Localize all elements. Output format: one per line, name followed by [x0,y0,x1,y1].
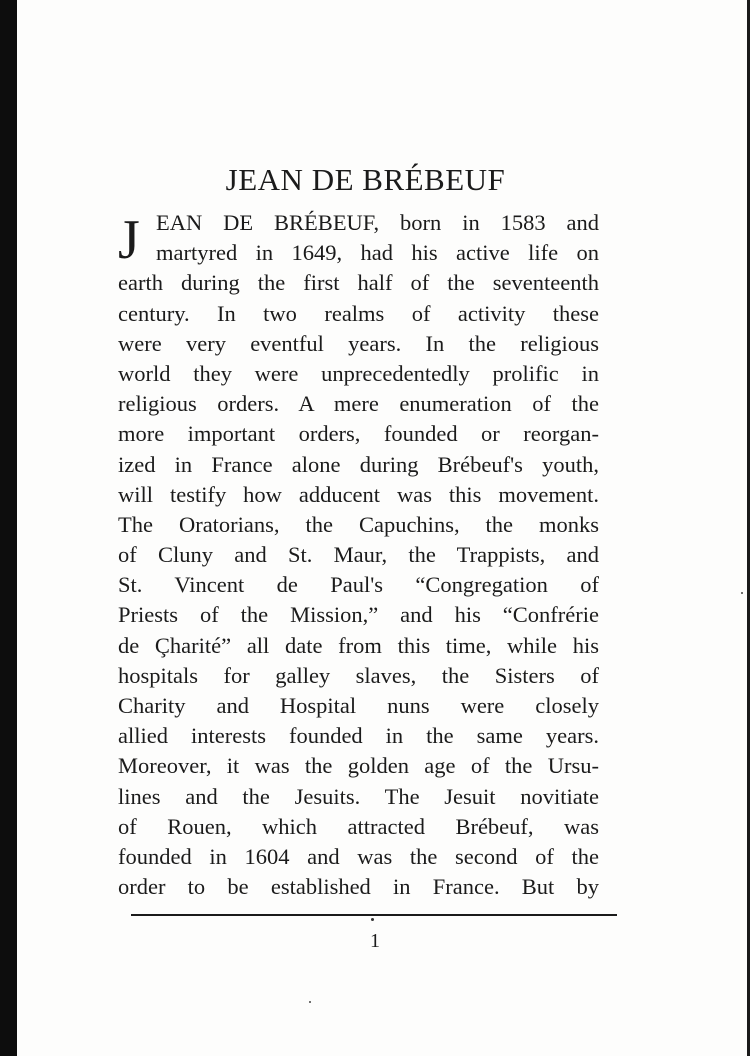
text-line: EAN DE BRÉBEUF, born in 1583 and [156,210,599,235]
text-line: of Cluny and St. Maur, the Trappists, and [118,542,599,568]
text-line: earth during the first half of the seventeenth [118,270,599,296]
text-line: allied interests founded in the same years. [118,723,599,749]
text-line: Charity and Hospital nuns were closely [118,693,599,718]
body-text [118,208,599,902]
page-number: 1 [370,930,380,952]
text-line: more important orders, founded or reorgan- [118,421,599,447]
scan-speck [309,1001,311,1003]
text-line: will testify how adducent was this movement. [118,481,599,507]
rule-ornament [371,918,374,921]
text-line: de Çharité” all date from this time, while his [118,632,599,658]
text-line: St. Vincent de Paul's “Congregation of [118,572,599,598]
text-line: century. In two realms of activity these [118,300,599,326]
text-line: The Oratorians, the Capuchins, the monks [118,511,599,537]
drop-cap: J [118,209,140,271]
text-line: hospitals for galley slaves, the Sisters of [118,662,599,688]
text-line: order to be established in France. But by [118,874,599,900]
text-line: martyred in 1649, had his active life on [156,240,599,266]
text-line: lines and the Jesuits. The Jesuit novitiate [118,783,599,809]
scan-left-border [0,0,17,1056]
text-line: founded in 1604 and was the second of the [118,843,599,869]
text-line: world they were unprecedentedly prolific in [118,360,599,386]
text-line: of Rouen, which attracted Brébeuf, was [118,813,599,839]
text-line: Priests of the Mission,” and his “Confrérie [118,602,599,628]
scan-speck [741,592,743,594]
text-line: were very eventful years. In the religious [118,330,599,356]
text-line: Moreover, it was the golden age of the Ursu- [118,753,599,779]
text-line: religious orders. A mere enumeration of the [118,391,599,417]
footer-rule [131,914,617,916]
text-line: ized in France alone during Brébeuf's youth, [118,451,599,477]
chapter-title: JEAN DE BRÉBEUF [225,162,506,197]
